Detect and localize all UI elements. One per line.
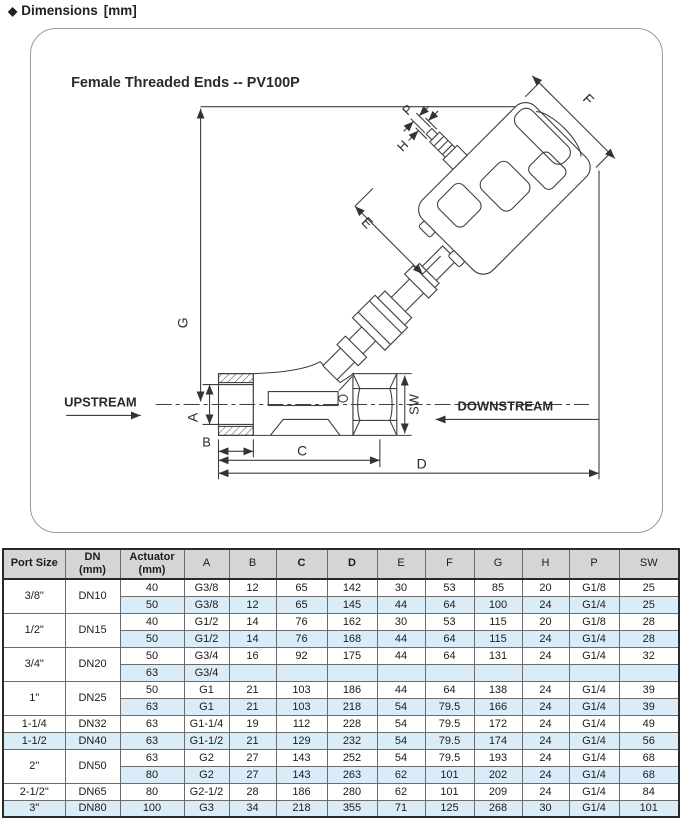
value-cell: 175	[327, 647, 377, 664]
value-cell	[522, 664, 569, 681]
table-row	[3, 681, 679, 698]
value-cell: 62	[377, 766, 425, 783]
value-cell: G1/4	[569, 630, 619, 647]
value-cell: 54	[377, 698, 425, 715]
value-cell: 80	[120, 766, 184, 783]
value-cell: 12	[229, 596, 276, 613]
value-cell: 228	[327, 715, 377, 732]
value-cell: 19	[229, 715, 276, 732]
plug-tip	[339, 395, 348, 402]
value-cell: 101	[425, 766, 474, 783]
value-cell: G1	[184, 681, 229, 698]
value-cell	[619, 664, 679, 681]
value-cell: 100	[120, 800, 184, 817]
value-cell: 30	[377, 579, 425, 596]
value-cell: G3/8	[184, 596, 229, 613]
port-size-cell: 1-1/2	[3, 732, 65, 749]
value-cell: 103	[276, 681, 327, 698]
value-cell: 103	[276, 698, 327, 715]
port-size-cell: 1"	[3, 681, 65, 715]
value-cell: 355	[327, 800, 377, 817]
value-cell: 24	[522, 749, 569, 766]
table-row	[3, 800, 679, 817]
value-cell: G3/4	[184, 664, 229, 681]
table-row	[3, 749, 679, 766]
value-cell: 24	[522, 732, 569, 749]
value-cell: 27	[229, 749, 276, 766]
table-row	[3, 783, 679, 800]
port-size-cell: 1-1/4	[3, 715, 65, 732]
value-cell	[229, 664, 276, 681]
value-cell: 50	[120, 630, 184, 647]
value-cell	[377, 664, 425, 681]
value-cell: 25	[619, 596, 679, 613]
value-cell: 80	[120, 783, 184, 800]
upstream-label: UPSTREAM	[64, 394, 137, 410]
value-cell: 63	[120, 664, 184, 681]
value-cell: 76	[276, 613, 327, 630]
diamond-icon: ◆	[8, 4, 18, 18]
value-cell: G1-1/2	[184, 732, 229, 749]
value-cell: 138	[474, 681, 522, 698]
left-port-thread-bottom	[219, 426, 254, 435]
value-cell: 252	[327, 749, 377, 766]
value-cell: 131	[474, 647, 522, 664]
value-cell: 125	[425, 800, 474, 817]
value-cell: G3/4	[184, 647, 229, 664]
value-cell: 129	[276, 732, 327, 749]
value-cell: 218	[327, 698, 377, 715]
value-cell: G1/2	[184, 630, 229, 647]
value-cell: 232	[327, 732, 377, 749]
value-cell: 44	[377, 681, 425, 698]
value-cell: 68	[619, 749, 679, 766]
value-cell: 168	[327, 630, 377, 647]
left-port-thread-top	[219, 374, 254, 383]
column-header: P	[569, 549, 619, 579]
value-cell: 40	[120, 579, 184, 596]
value-cell: 64	[425, 630, 474, 647]
column-header: D	[327, 549, 377, 579]
value-cell: 79.5	[425, 715, 474, 732]
value-cell: G1/4	[569, 783, 619, 800]
value-cell: 63	[120, 715, 184, 732]
dim-label-A: A	[184, 412, 201, 423]
valve-dimension-drawing	[31, 29, 662, 532]
value-cell: 79.5	[425, 698, 474, 715]
value-cell	[276, 664, 327, 681]
value-cell: 53	[425, 579, 474, 596]
value-cell: 64	[425, 647, 474, 664]
value-cell: G1/4	[569, 647, 619, 664]
value-cell: 101	[619, 800, 679, 817]
value-cell: 39	[619, 698, 679, 715]
dim-line-H-left	[409, 131, 419, 141]
port-size-cell: 3"	[3, 800, 65, 817]
value-cell: G2-1/2	[184, 783, 229, 800]
value-cell: 32	[619, 647, 679, 664]
value-cell: 50	[120, 596, 184, 613]
value-cell: G3	[184, 800, 229, 817]
port-size-cell: 2-1/2"	[3, 783, 65, 800]
value-cell: 56	[619, 732, 679, 749]
table-row	[3, 732, 679, 749]
value-cell: 268	[474, 800, 522, 817]
port-size-cell: 3/8"	[3, 579, 65, 613]
column-header: SW	[619, 549, 679, 579]
value-cell: G1/4	[569, 800, 619, 817]
dn-cell: DN40	[65, 732, 120, 749]
value-cell: 65	[276, 596, 327, 613]
column-header: B	[229, 549, 276, 579]
table-row	[3, 647, 679, 664]
value-cell: G1/4	[569, 732, 619, 749]
value-cell: 92	[276, 647, 327, 664]
dn-cell: DN50	[65, 749, 120, 783]
value-cell: 21	[229, 732, 276, 749]
dim-label-F: F	[579, 90, 598, 108]
value-cell: 12	[229, 579, 276, 596]
value-cell: 50	[120, 647, 184, 664]
value-cell: 44	[377, 596, 425, 613]
column-header: DN (mm)	[65, 549, 120, 579]
value-cell: 20	[522, 579, 569, 596]
value-cell: 174	[474, 732, 522, 749]
value-cell: 30	[522, 800, 569, 817]
value-cell: 14	[229, 630, 276, 647]
internal-plug	[268, 392, 338, 406]
dimension-drawing-panel	[30, 28, 663, 533]
dn-cell: DN65	[65, 783, 120, 800]
port-size-cell: 3/4"	[3, 647, 65, 681]
value-cell: 65	[276, 579, 327, 596]
value-cell: 63	[120, 698, 184, 715]
value-cell: 28	[229, 783, 276, 800]
stem-assembly	[314, 237, 466, 389]
value-cell: 24	[522, 647, 569, 664]
value-cell: 63	[120, 732, 184, 749]
value-cell: G1/4	[569, 681, 619, 698]
value-cell: G1/4	[569, 596, 619, 613]
value-cell: G2	[184, 749, 229, 766]
value-cell: 24	[522, 698, 569, 715]
value-cell: 54	[377, 732, 425, 749]
value-cell: 172	[474, 715, 522, 732]
value-cell: 166	[474, 698, 522, 715]
value-cell: 39	[619, 681, 679, 698]
port-size-cell: 2"	[3, 749, 65, 783]
downstream-label: DOWNSTREAM	[457, 398, 554, 414]
column-header: Port Size	[3, 549, 65, 579]
value-cell: 79.5	[425, 732, 474, 749]
dimensions-table	[2, 548, 680, 818]
value-cell: 85	[474, 579, 522, 596]
dim-label-C: C	[297, 442, 308, 459]
value-cell: G1	[184, 698, 229, 715]
dn-cell: DN15	[65, 613, 120, 647]
value-cell: 28	[619, 613, 679, 630]
dim-label-H: H	[393, 137, 412, 155]
value-cell: 68	[619, 766, 679, 783]
value-cell: G1/4	[569, 749, 619, 766]
value-cell: 24	[522, 681, 569, 698]
table-row	[3, 579, 679, 596]
value-cell: 64	[425, 596, 474, 613]
dim-line-P-left	[404, 121, 414, 131]
table-header-row	[3, 549, 679, 579]
value-cell: 21	[229, 698, 276, 715]
dim-line-H-right	[428, 111, 438, 121]
value-cell: 143	[276, 766, 327, 783]
value-cell: 24	[522, 783, 569, 800]
value-cell: 24	[522, 630, 569, 647]
value-cell: 79.5	[425, 749, 474, 766]
value-cell: 24	[522, 596, 569, 613]
value-cell: 25	[619, 579, 679, 596]
dim-ext-P	[411, 113, 431, 133]
value-cell: 20	[522, 613, 569, 630]
value-cell: 263	[327, 766, 377, 783]
value-cell: 193	[474, 749, 522, 766]
value-cell: 44	[377, 630, 425, 647]
value-cell: G1/8	[569, 579, 619, 596]
value-cell: 186	[276, 783, 327, 800]
column-header: A	[184, 549, 229, 579]
column-header: C	[276, 549, 327, 579]
value-cell: 63	[120, 749, 184, 766]
value-cell: 24	[522, 715, 569, 732]
value-cell: 209	[474, 783, 522, 800]
page-unit-label: [mm]	[103, 3, 137, 18]
value-cell: 218	[276, 800, 327, 817]
column-header: F	[425, 549, 474, 579]
value-cell: G1/2	[184, 613, 229, 630]
dim-label-B: B	[202, 434, 211, 450]
table-row	[3, 613, 679, 630]
value-cell: G3/8	[184, 579, 229, 596]
value-cell: 54	[377, 715, 425, 732]
value-cell: 115	[474, 630, 522, 647]
value-cell: 30	[377, 613, 425, 630]
value-cell: 84	[619, 783, 679, 800]
table-body	[3, 579, 679, 817]
table-header	[3, 549, 679, 579]
value-cell: 145	[327, 596, 377, 613]
value-cell: 202	[474, 766, 522, 783]
dn-cell: DN10	[65, 579, 120, 613]
value-cell: G1/4	[569, 698, 619, 715]
value-cell: 27	[229, 766, 276, 783]
value-cell: 64	[425, 681, 474, 698]
dn-cell: DN80	[65, 800, 120, 817]
value-cell: 40	[120, 613, 184, 630]
dim-label-G: G	[174, 317, 191, 329]
value-cell: G1/8	[569, 613, 619, 630]
value-cell: 16	[229, 647, 276, 664]
value-cell: 34	[229, 800, 276, 817]
column-header: G	[474, 549, 522, 579]
value-cell: G1-1/4	[184, 715, 229, 732]
value-cell: 50	[120, 681, 184, 698]
value-cell: 162	[327, 613, 377, 630]
dim-label-E: E	[358, 213, 377, 232]
actuator	[349, 35, 599, 285]
dimensions-table-container	[2, 548, 678, 818]
value-cell	[425, 664, 474, 681]
dim-line-P-right	[419, 106, 429, 116]
value-cell: 280	[327, 783, 377, 800]
drawing-title: Female Threaded Ends -- PV100P	[71, 74, 300, 91]
value-cell	[474, 664, 522, 681]
value-cell: G2	[184, 766, 229, 783]
value-cell: 186	[327, 681, 377, 698]
value-cell: 76	[276, 630, 327, 647]
dim-label-P: P	[399, 101, 416, 119]
value-cell: 24	[522, 766, 569, 783]
column-header: H	[522, 549, 569, 579]
value-cell: 44	[377, 647, 425, 664]
value-cell: 112	[276, 715, 327, 732]
page-title: Dimensions	[21, 3, 98, 18]
table-row	[3, 715, 679, 732]
dn-cell: DN25	[65, 681, 120, 715]
value-cell: 49	[619, 715, 679, 732]
dn-cell: DN20	[65, 647, 120, 681]
value-cell: 28	[619, 630, 679, 647]
value-cell: 115	[474, 613, 522, 630]
page-header	[8, 3, 137, 18]
column-header: Actuator (mm)	[120, 549, 184, 579]
value-cell: 14	[229, 613, 276, 630]
value-cell: 62	[377, 783, 425, 800]
value-cell: 71	[377, 800, 425, 817]
dim-label-D: D	[416, 455, 427, 472]
value-cell: 101	[425, 783, 474, 800]
dim-line-E	[355, 206, 423, 274]
value-cell	[327, 664, 377, 681]
port-size-cell: 1/2"	[3, 613, 65, 647]
value-cell: G1/4	[569, 766, 619, 783]
value-cell: 142	[327, 579, 377, 596]
dn-cell: DN32	[65, 715, 120, 732]
column-header: E	[377, 549, 425, 579]
value-cell: 100	[474, 596, 522, 613]
value-cell: 21	[229, 681, 276, 698]
dim-label-SW: SW	[406, 394, 422, 415]
value-cell: 53	[425, 613, 474, 630]
value-cell: 54	[377, 749, 425, 766]
value-cell: 143	[276, 749, 327, 766]
value-cell: G1/4	[569, 715, 619, 732]
value-cell	[569, 664, 619, 681]
